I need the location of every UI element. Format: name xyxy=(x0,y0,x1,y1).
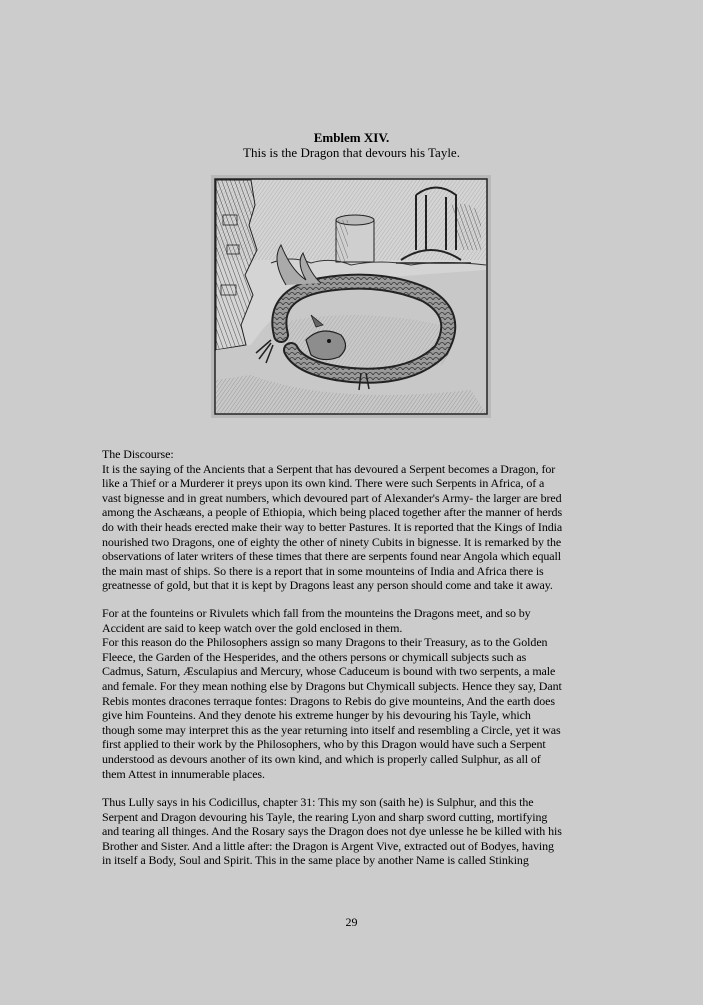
text-line: do with their heads erected make their way to better Pastures. It is reported that the Kings of India xyxy=(102,519,563,534)
text-line: Cadmus, Saturn, Æsculapius and Mercury, whose Caduceum is bound with two serpents, a male xyxy=(102,664,556,679)
text-line: give him Founteins. And they denote his extreme hunger by his devouring his Tayle, which xyxy=(102,708,531,723)
text-line: For this reason do the Philosophers assign so many Dragons to their Treasury, as to the Golden xyxy=(102,635,548,650)
text-line: Rebis montes dracones terraque fontes: Dragons to Rebis do give mounteins, And the earth does xyxy=(102,693,555,708)
text-line: For at the founteins or Rivulets which fall from the mounteins the Dragons meet, and so by xyxy=(102,606,531,620)
text-line: The Discourse: xyxy=(102,447,174,461)
text-line: It is the saying of the Ancients that a Serpent that has devoured a Serpent becomes a Dragon, for xyxy=(102,461,556,476)
text-line: and female. For they mean nothing else by Dragons but Chymicall subjects. Hence they say, Dant xyxy=(102,678,562,693)
text-line: Thus Lully says in his Codicillus, chapter 31: This my son (saith he) is Sulphur, and this the xyxy=(102,795,534,809)
text-line: Accident are said to keep watch over the gold enclosed in them. xyxy=(102,620,403,635)
text-line: understood as devours another of its own kind, and which is properly called Sulphur, as all of xyxy=(102,751,541,766)
text-line: and tearing all thinges. And the Rosary says the Dragon does not dye unlesse he be killed with his xyxy=(102,824,562,839)
text-line: Serpent and Dragon devouring his Tayle, the rearing Lyon and sharp sword cutting, mortifying xyxy=(102,809,548,824)
discourse-paragraph-1 xyxy=(102,447,602,593)
text-line: like a Thief or a Murderer it preys upon its own kind. There were such Serpents in Africa, of a xyxy=(102,476,545,491)
text-line: among the Aschæans, a people of Ethiopia, which being placed together after the manner of herds xyxy=(102,505,563,520)
text-line: Brother and Sister. And a little after: the Dragon is Argent Vive, extracted out of Bodyes, having xyxy=(102,838,554,853)
page-number: 29 xyxy=(345,915,358,929)
text-line: observations of later writers of these times that there are serpents found near Angola which equall xyxy=(102,549,561,564)
text-line: the main mast of ships. So there is a report that in some mounteins of India and Africa there is xyxy=(102,563,544,578)
discourse-paragraph-3 xyxy=(102,795,602,868)
text-line: though some may interpret this as the year returning into itself and resembling a Circle, yet it was xyxy=(102,722,561,737)
discourse-paragraph-2 xyxy=(102,606,602,781)
text-line: vast bignesse and in great numbers, which devoured part of Alexander's Army- the larger are bred xyxy=(102,490,562,505)
text-line: them Attest in innumerable places. xyxy=(102,766,265,781)
text-line: first applied to their work by the Philosophers, who by this Dragon would have such a Serpent xyxy=(102,737,546,752)
emblem-title: Emblem XIV. xyxy=(313,130,390,145)
text-line: nourished two Dragons, one of eighty the other of ninety Cubits in bignesse. It is remarked by the xyxy=(102,534,562,549)
text-line: in itself a Body, Soul and Spirit. This in the same place by another Name is called Stinking xyxy=(102,853,529,868)
dragon-engraving xyxy=(211,175,491,418)
emblem-subtitle: This is the Dragon that devours his Tayle. xyxy=(243,145,460,160)
text-line: Fleece, the Garden of the Hesperides, and the others persons or chymicall subjects such as xyxy=(102,649,527,664)
text-line: greatnesse of gold, but that it is kept by Dragons least any person should come and take it away. xyxy=(102,578,553,593)
